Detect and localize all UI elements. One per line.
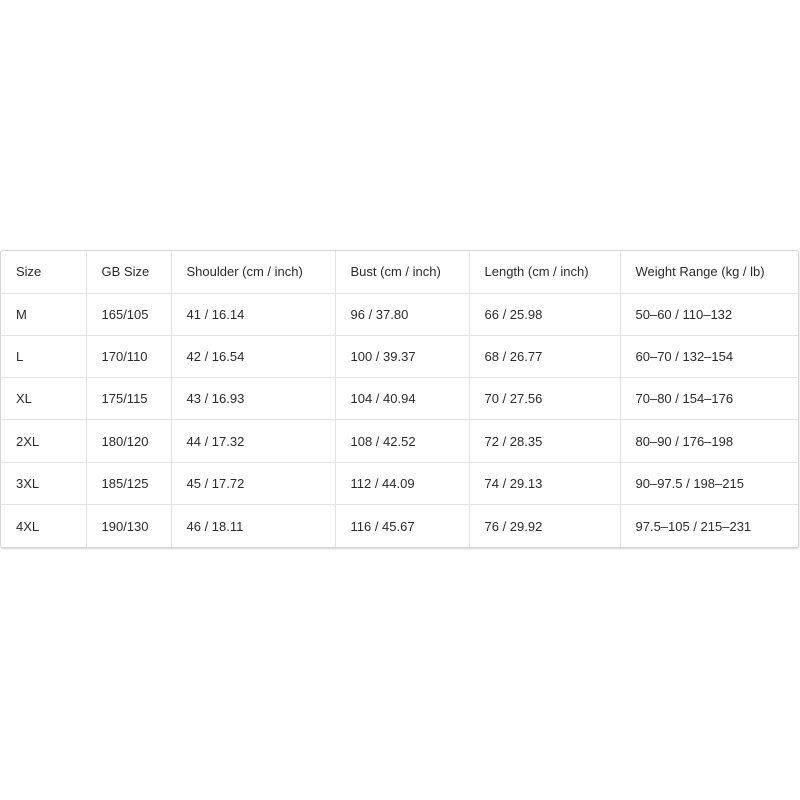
cell-length: 66 / 25.98 (469, 293, 620, 335)
table-row (1, 378, 798, 420)
table-body (1, 293, 798, 547)
header-weight-range: Weight Range (kg / lb) (620, 251, 798, 293)
header-shoulder: Shoulder (cm / inch) (171, 251, 335, 293)
cell-shoulder: 46 / 18.11 (171, 505, 335, 547)
table-row (1, 335, 798, 377)
cell-shoulder: 44 / 17.32 (171, 420, 335, 462)
cell-weight-range: 97.5–105 / 215–231 (635, 518, 752, 534)
cell-size: 3XL (1, 462, 86, 504)
cell-weight-range: 60–70 / 132–154 (620, 335, 798, 377)
cell-shoulder: 43 / 16.93 (171, 378, 335, 420)
cell-length: 76 / 29.92 (469, 505, 620, 547)
cell-size: 2XL (1, 420, 86, 462)
cell-shoulder: 42 / 16.54 (171, 335, 335, 377)
size-chart-container (0, 250, 799, 548)
header-row (1, 251, 798, 293)
header-gb-size: GB Size (86, 251, 171, 293)
cell-length: 72 / 28.35 (469, 420, 620, 462)
cell-size: XL (1, 378, 86, 420)
size-chart-table (1, 251, 798, 547)
cell-gb-size: 175/115 (86, 378, 171, 420)
cell-size: M (1, 293, 86, 335)
cell-bust: 100 / 39.37 (335, 335, 469, 377)
cell-bust: 104 / 40.94 (335, 378, 469, 420)
cell-weight-range: 80–90 / 176–198 (620, 420, 798, 462)
table-row (1, 505, 798, 547)
cell-gb-size: 170/110 (86, 335, 171, 377)
cell-gb-size: 165/105 (86, 293, 171, 335)
cell-size: 4XL (1, 505, 86, 547)
cell-bust: 108 / 42.52 (335, 420, 469, 462)
cell-weight-range: 90–97.5 / 198–215 (620, 462, 798, 504)
header-length: Length (cm / inch) (469, 251, 620, 293)
table-row (1, 420, 798, 462)
cell-length: 68 / 26.77 (469, 335, 620, 377)
cell-bust: 112 / 44.09 (335, 462, 469, 504)
cell-gb-size: 190/130 (86, 505, 171, 547)
cell-length: 74 / 29.13 (469, 462, 620, 504)
header-size: Size (1, 251, 86, 293)
header-bust: Bust (cm / inch) (335, 251, 469, 293)
cell-gb-size: 185/125 (86, 462, 171, 504)
table-header (1, 251, 798, 293)
cell-length: 70 / 27.56 (469, 378, 620, 420)
cell-size: L (1, 335, 86, 377)
table-row (1, 462, 798, 504)
cell-shoulder: 45 / 17.72 (171, 462, 335, 504)
cell-gb-size: 180/120 (86, 420, 171, 462)
cell-bust: 116 / 45.67 (335, 505, 469, 547)
cell-bust: 96 / 37.80 (335, 293, 469, 335)
cell-shoulder: 41 / 16.14 (171, 293, 335, 335)
cell-weight-range: 70–80 / 154–176 (620, 378, 798, 420)
cell-weight-range: 50–60 / 110–132 (620, 293, 798, 335)
table-row (1, 293, 798, 335)
